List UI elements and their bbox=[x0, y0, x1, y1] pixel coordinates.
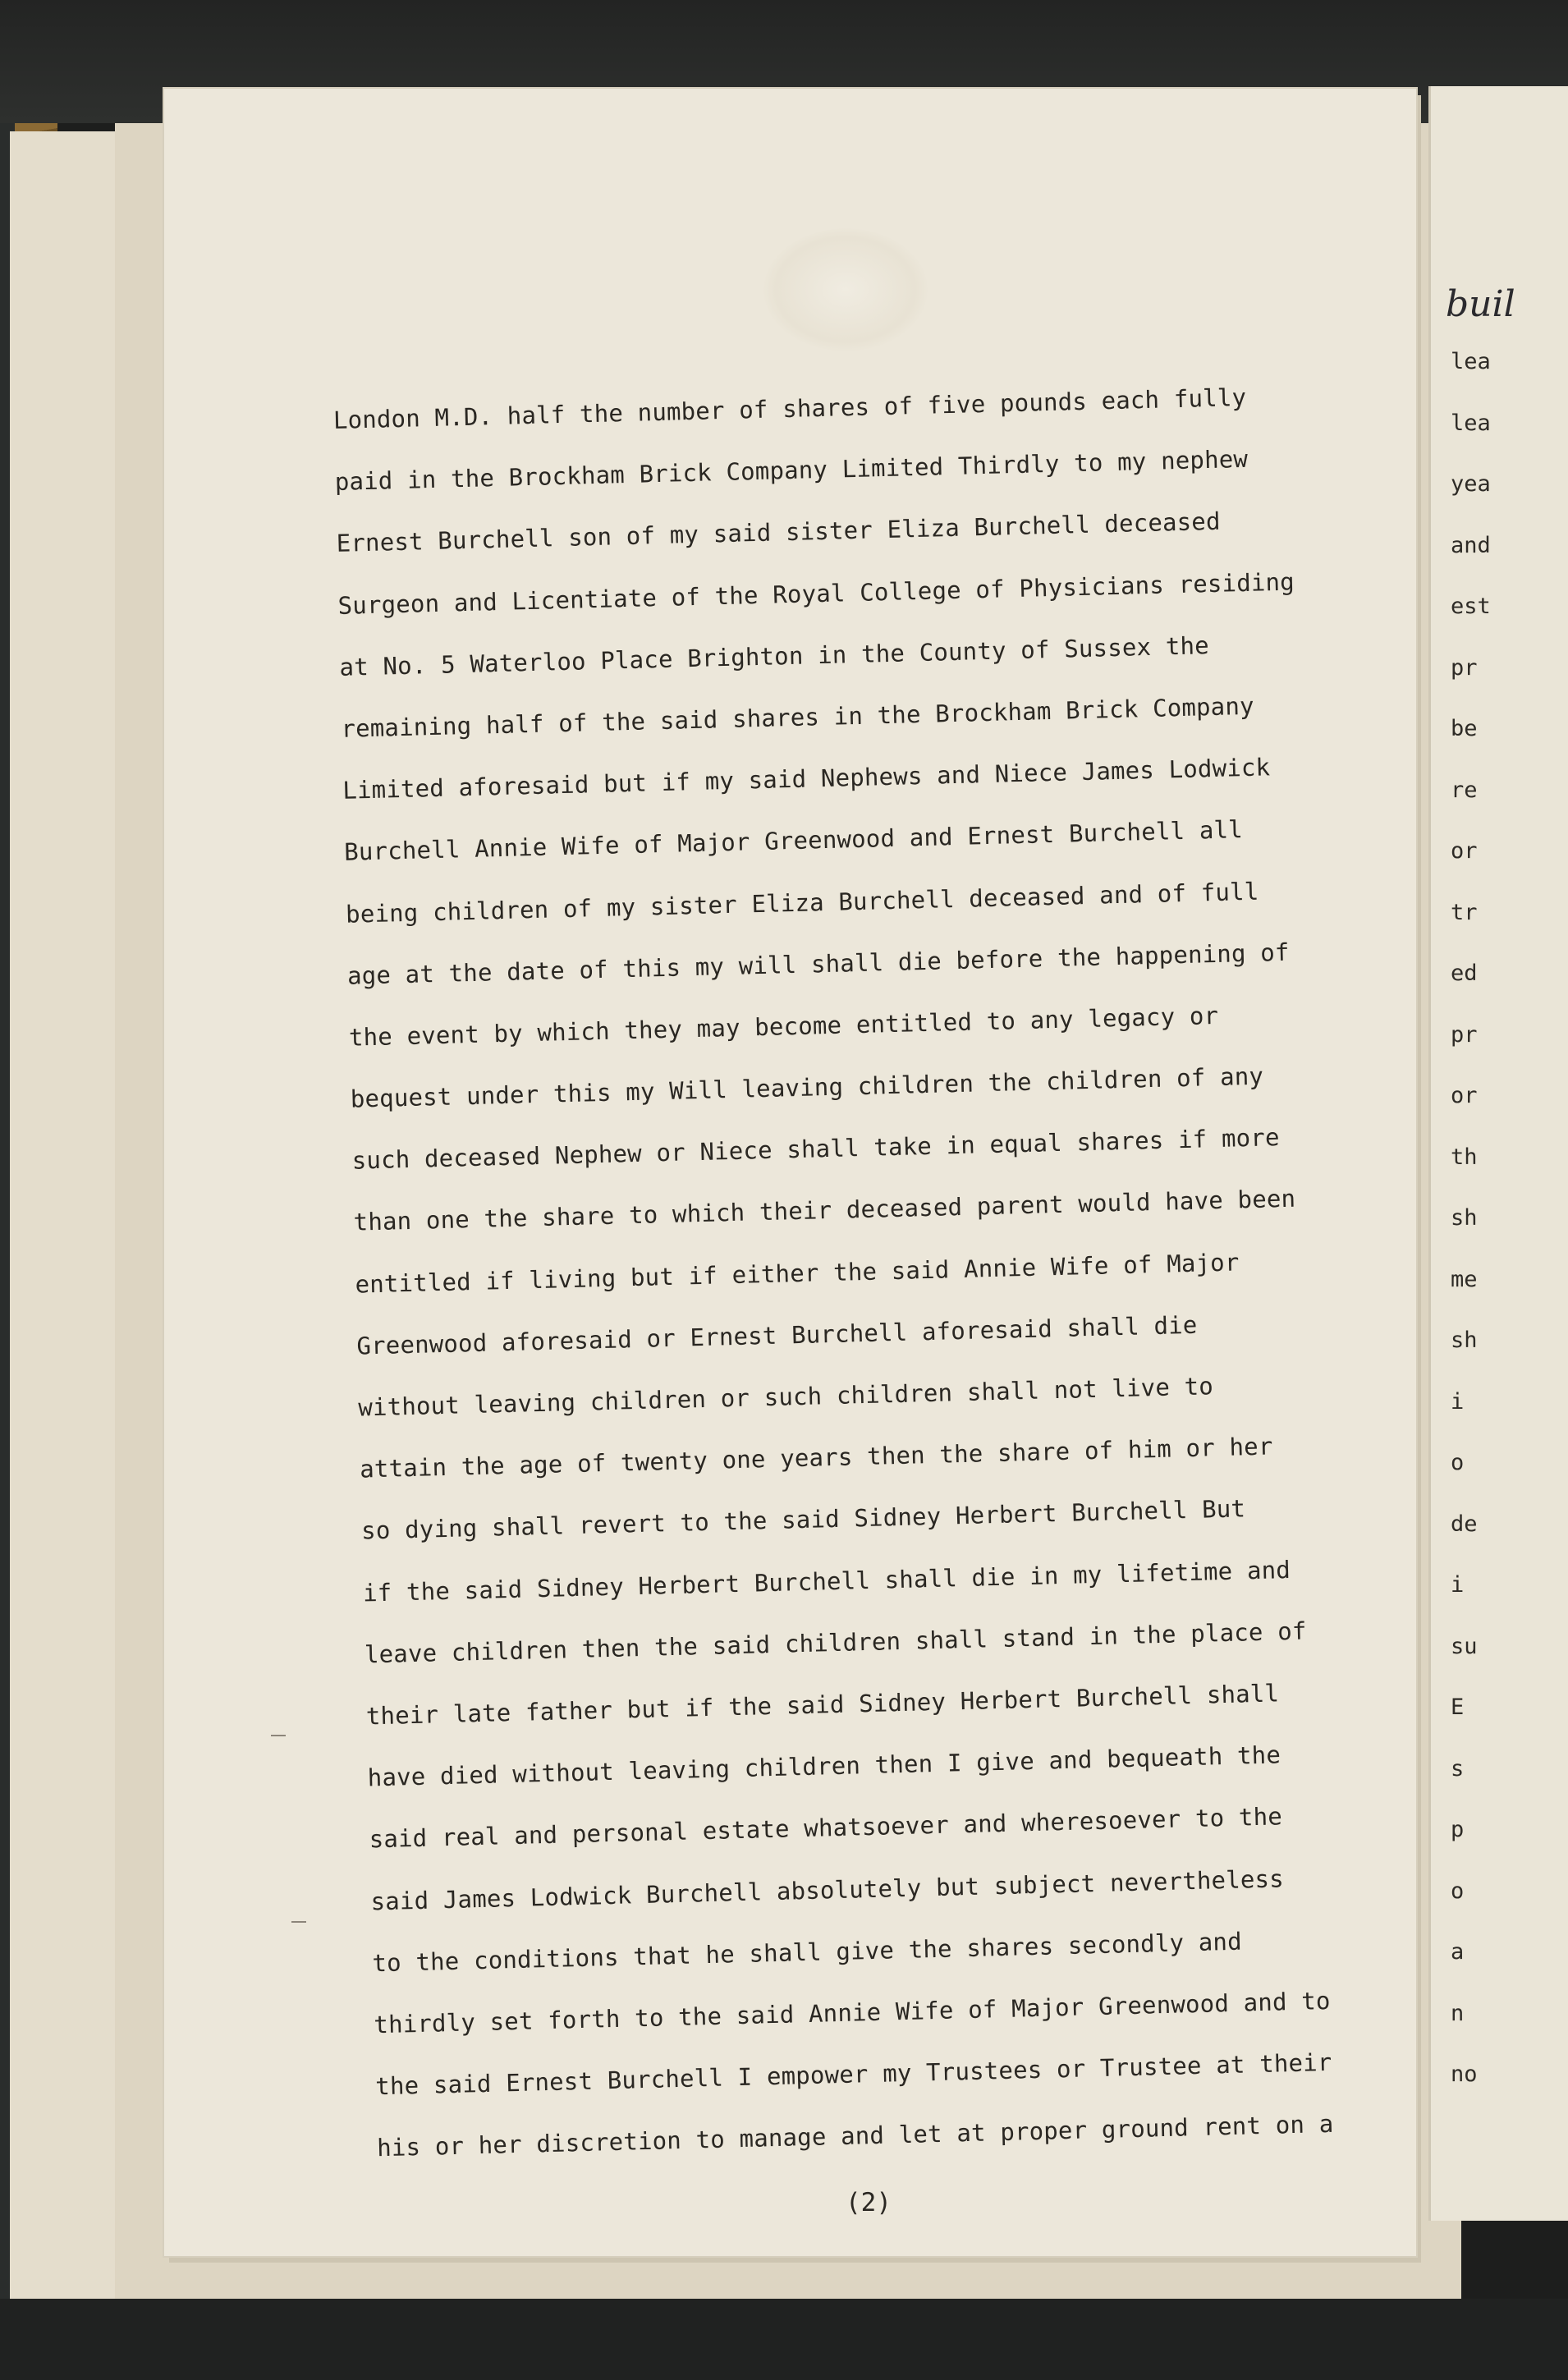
text-line: Burchell Annie Wife of Major Greenwood and Ernest Burchell all bbox=[343, 815, 1244, 867]
adjacent-text-fragment: i bbox=[1451, 1572, 1465, 1598]
text-line: remaining half of the said shares in the Brockham Brick Company bbox=[341, 691, 1255, 743]
text-line: Surgeon and Licentiate of the Royal College of Physicians residing bbox=[337, 566, 1295, 620]
text-line: the said Ernest Burchell I empower my Trustees or Trustee at their bbox=[374, 2048, 1332, 2101]
adjacent-text-fragment: sh bbox=[1451, 1205, 1478, 1231]
text-line: thirdly set forth to the said Annie Wife of Major Greenwood and to bbox=[373, 1986, 1331, 2039]
adjacent-text-fragment: or bbox=[1451, 838, 1478, 864]
adjacent-text-fragment: su bbox=[1451, 1633, 1478, 1659]
adjacent-text-fragment: re bbox=[1451, 777, 1478, 803]
adjacent-text-fragment: and bbox=[1451, 532, 1491, 558]
text-line: London M.D. half the number of shares of five pounds each fully bbox=[332, 383, 1247, 434]
text-line: bequest under this my Will leaving children the children of any bbox=[350, 1062, 1264, 1113]
adjacent-text-fragment: no bbox=[1451, 2061, 1478, 2087]
adjacent-text-fragment: est bbox=[1451, 594, 1491, 619]
text-line: their late father but if the said Sidney Herbert Burchell shall bbox=[365, 1679, 1280, 1731]
adjacent-text-fragment: de bbox=[1451, 1511, 1478, 1537]
adjacent-text-fragment: lea bbox=[1451, 410, 1491, 436]
adjacent-text-fragment: i bbox=[1451, 1388, 1465, 1415]
adjacent-text-fragment: be bbox=[1451, 716, 1478, 741]
adjacent-text-fragment: n bbox=[1451, 2000, 1465, 2026]
adjacent-text-fragment: pr bbox=[1451, 654, 1478, 681]
book-binding-bottom bbox=[0, 2299, 1568, 2380]
text-line: Greenwood aforesaid or Ernest Burchell aforesaid shall die bbox=[356, 1310, 1198, 1360]
text-line: have died without leaving children then I give and bequeath the bbox=[367, 1740, 1281, 1792]
text-line: entitled if living but if either the said Annie Wife of Major bbox=[355, 1248, 1240, 1299]
adjacent-text-fragment: o bbox=[1451, 1450, 1465, 1475]
text-line: attain the age of twenty one years then the share of him or her bbox=[359, 1432, 1273, 1483]
text-line: such deceased Nephew or Niece shall take in equal shares if more bbox=[351, 1123, 1281, 1175]
text-line: if the said Sidney Herbert Burchell shall die in my lifetime and bbox=[362, 1555, 1291, 1607]
adjacent-text-fragment: th bbox=[1451, 1144, 1478, 1170]
adjacent-text-fragment: or bbox=[1451, 1083, 1478, 1108]
margin-mark bbox=[271, 1735, 286, 1736]
page-number: (2) bbox=[846, 2188, 892, 2217]
text-line: to the conditions that he shall give the shares secondly and bbox=[372, 1927, 1243, 1978]
will-text-body bbox=[332, 362, 1478, 2180]
embossed-seal bbox=[763, 228, 928, 351]
text-line: his or her discretion to manage and let at proper ground rent on a bbox=[376, 2110, 1334, 2162]
adjacent-text-fragment: o bbox=[1451, 1878, 1465, 1904]
margin-mark bbox=[291, 1921, 306, 1923]
adjacent-text-fragment: E bbox=[1451, 1694, 1465, 1720]
text-line: leave children then the said children shall stand in the place of bbox=[364, 1616, 1307, 1669]
text-line: being children of my sister Eliza Burchell deceased and of full bbox=[345, 877, 1259, 929]
text-line: Limited aforesaid but if my said Nephews and Niece James Lodwick bbox=[342, 753, 1271, 805]
adjacent-text-fragment: sh bbox=[1451, 1328, 1478, 1353]
adjacent-text-fragment: pr bbox=[1451, 1021, 1478, 1048]
adjacent-text-fragment: ed bbox=[1451, 961, 1478, 986]
text-line: age at the date of this my will shall die before the happening of bbox=[346, 938, 1290, 990]
text-line: so dying shall revert to the said Sidney Herbert Burchell But bbox=[360, 1494, 1246, 1545]
adjacent-text-fragment: a bbox=[1451, 1939, 1465, 1965]
text-line: without leaving children or such children shall not live to bbox=[357, 1372, 1214, 1422]
text-line: Ernest Burchell son of my said sister Eliza Burchell deceased bbox=[336, 507, 1222, 558]
adjacent-text-fragment: me bbox=[1451, 1266, 1478, 1292]
adjacent-text-fragment: yea bbox=[1451, 471, 1491, 497]
adjacent-text-fragment: p bbox=[1451, 1817, 1465, 1842]
adjacent-handwriting: buil bbox=[1446, 283, 1515, 325]
text-line: paid in the Brockham Brick Company Limited Thirdly to my nephew bbox=[334, 445, 1249, 497]
text-line: the event by which they may become entitled to any legacy or bbox=[348, 1001, 1219, 1052]
adjacent-text-fragment: tr bbox=[1451, 899, 1478, 925]
text-line: said James Lodwick Burchell absolutely but subject nevertheless bbox=[370, 1864, 1285, 1915]
text-line: than one the share to which their deceased parent would have been bbox=[353, 1185, 1296, 1237]
adjacent-text-fragment: s bbox=[1451, 1755, 1465, 1782]
text-line: at No. 5 Waterloo Place Brighton in the County of Sussex the bbox=[339, 631, 1210, 681]
adjacent-text-fragment: lea bbox=[1451, 349, 1491, 374]
text-line: said real and personal estate whatsoever and wheresoever to the bbox=[369, 1802, 1283, 1854]
